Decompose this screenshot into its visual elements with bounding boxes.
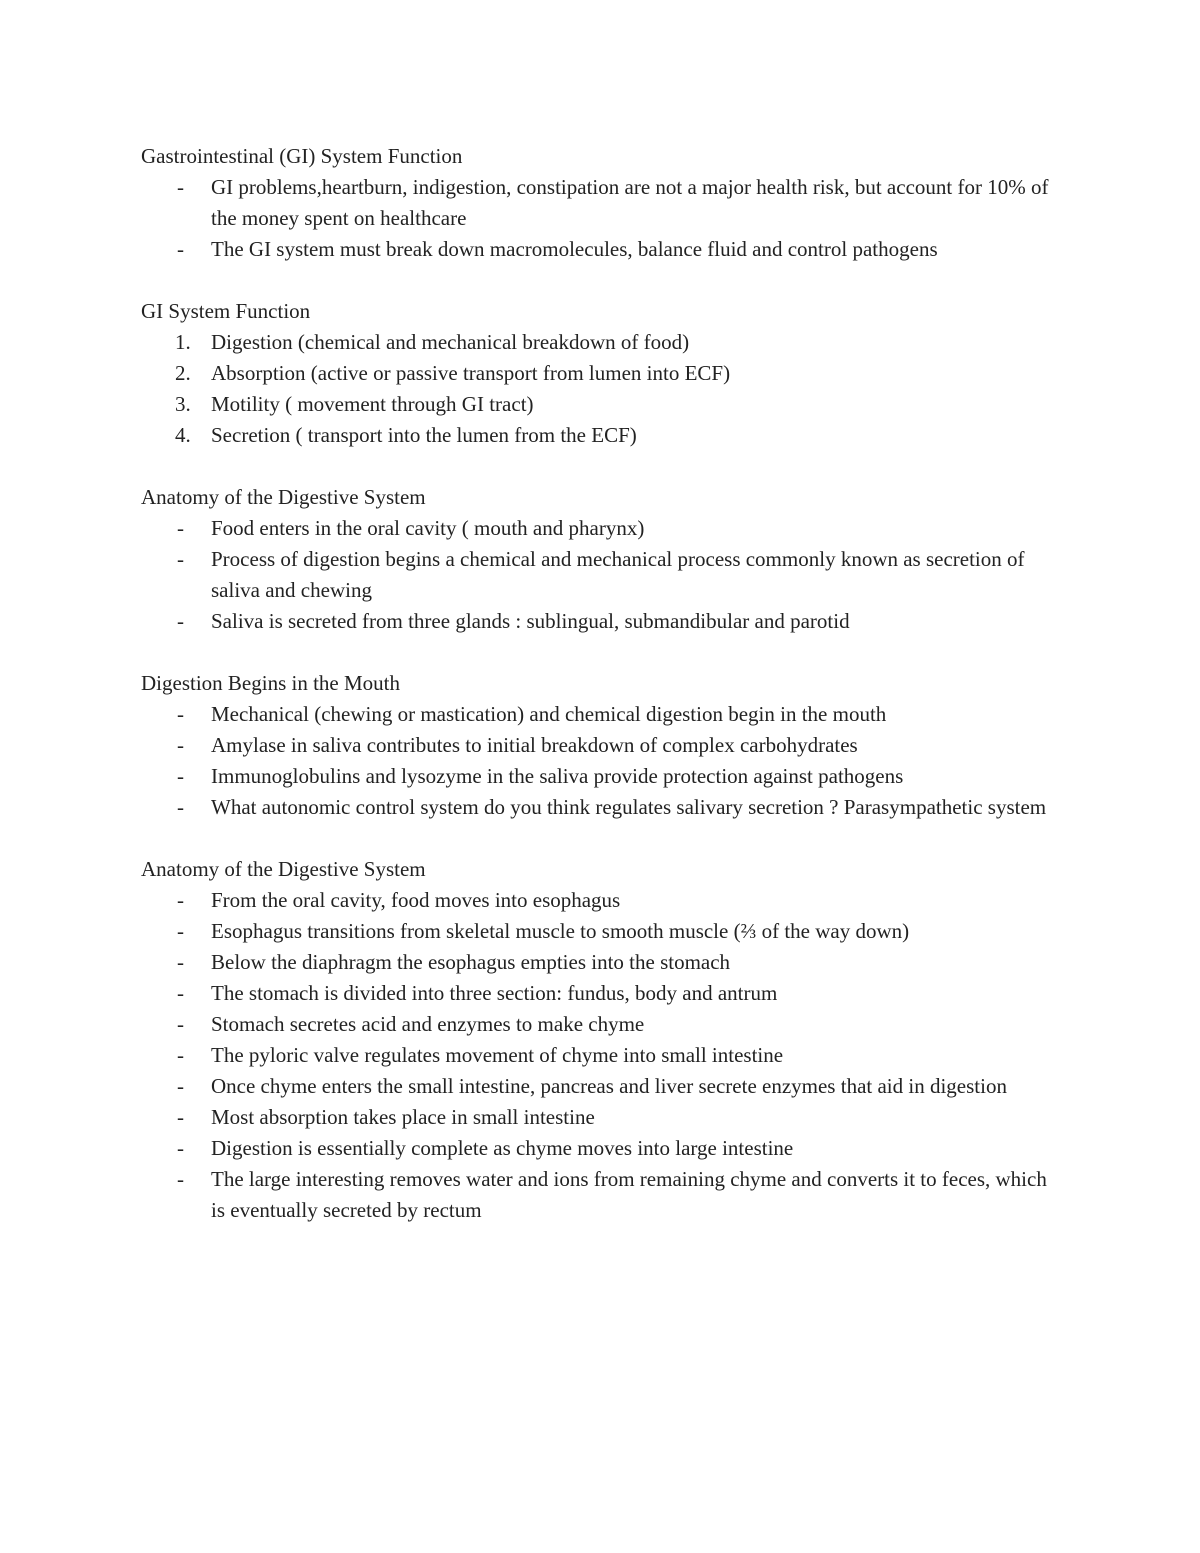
- list-item-text: The pyloric valve regulates movement of chyme into small intestine: [211, 1043, 784, 1067]
- dash-marker: -: [177, 733, 184, 757]
- list-item-text: Amylase in saliva contributes to initial breakdown of complex carbohydrates: [211, 733, 858, 757]
- numbered-list: [141, 327, 1061, 451]
- section-title: GI System Function: [141, 299, 311, 323]
- section-title: Anatomy of the Digestive System: [141, 857, 426, 881]
- dash-marker: -: [177, 888, 184, 912]
- list-item-text: Below the diaphragm the esophagus empties into the stomach: [211, 950, 731, 974]
- section-gi-system-function-intro: [141, 141, 1061, 265]
- list-item: [141, 978, 1061, 1009]
- dash-marker: -: [177, 1012, 184, 1036]
- list-item-text: Immunoglobulins and lysozyme in the saliva provide protection against pathogens: [211, 764, 904, 788]
- dash-marker: -: [177, 175, 184, 199]
- number-marker: 4.: [175, 423, 191, 447]
- list-item: [141, 172, 1061, 234]
- section-gi-system-function: [141, 296, 1061, 451]
- bullet-list: [141, 699, 1061, 823]
- list-item: [141, 1040, 1061, 1071]
- list-item: [141, 916, 1061, 947]
- number-marker: 1.: [175, 330, 191, 354]
- dash-marker: -: [177, 1043, 184, 1067]
- bullet-list: [141, 172, 1061, 265]
- number-marker: 2.: [175, 361, 191, 385]
- list-item-text: Saliva is secreted from three glands : sublingual, submandibular and parotid: [211, 609, 850, 633]
- list-item: [141, 1071, 1061, 1102]
- list-item-text: Absorption (active or passive transport from lumen into ECF): [211, 361, 731, 385]
- dash-marker: -: [177, 764, 184, 788]
- list-item: [141, 358, 1061, 389]
- list-item-text: What autonomic control system do you think regulates salivary secretion ? Parasympathetic system: [211, 795, 1047, 819]
- list-item-text: The large interesting removes water and ions from remaining chyme and converts it to feces, which is eventually secreted by rectum: [211, 1167, 1047, 1222]
- dash-marker: -: [177, 237, 184, 261]
- list-item-text: Stomach secretes acid and enzymes to make chyme: [211, 1012, 645, 1036]
- dash-marker: -: [177, 609, 184, 633]
- list-item: [141, 389, 1061, 420]
- document-content: [141, 141, 1061, 1257]
- dash-marker: -: [177, 702, 184, 726]
- list-item-text: Esophagus transitions from skeletal muscle to smooth muscle (⅔ of the way down): [211, 919, 910, 943]
- list-item: [141, 947, 1061, 978]
- list-item: [141, 1102, 1061, 1133]
- list-item-text: Most absorption takes place in small intestine: [211, 1105, 595, 1129]
- section-title: Anatomy of the Digestive System: [141, 485, 426, 509]
- list-item-text: Digestion is essentially complete as chyme moves into large intestine: [211, 1136, 794, 1160]
- section-title: Digestion Begins in the Mouth: [141, 671, 400, 695]
- dash-marker: -: [177, 795, 184, 819]
- section-digestion-begins-mouth: [141, 668, 1061, 823]
- list-item-text: Once chyme enters the small intestine, pancreas and liver secrete enzymes that aid in digestion: [211, 1074, 1007, 1098]
- list-item-text: Secretion ( transport into the lumen from the ECF): [211, 423, 637, 447]
- list-item: [141, 699, 1061, 730]
- list-item-text: GI problems,heartburn, indigestion, constipation are not a major health risk, but account for 10% of the money spent on healthcare: [211, 175, 1049, 230]
- list-item: [141, 792, 1061, 823]
- bullet-list: [141, 885, 1061, 1226]
- list-item-text: Process of digestion begins a chemical and mechanical process commonly known as secretion of saliva and chewing: [211, 547, 1025, 602]
- list-item: [141, 1164, 1061, 1226]
- list-item-text: The stomach is divided into three section: fundus, body and antrum: [211, 981, 778, 1005]
- list-item: [141, 761, 1061, 792]
- dash-marker: -: [177, 981, 184, 1005]
- list-item: [141, 606, 1061, 637]
- dash-marker: -: [177, 919, 184, 943]
- list-item-text: Digestion (chemical and mechanical breakdown of food): [211, 330, 690, 354]
- dash-marker: -: [177, 950, 184, 974]
- list-item: [141, 234, 1061, 265]
- section-title: Gastrointestinal (GI) System Function: [141, 144, 463, 168]
- section-anatomy-digestive-system-1: [141, 482, 1061, 637]
- number-marker: 3.: [175, 392, 191, 416]
- list-item-text: From the oral cavity, food moves into esophagus: [211, 888, 621, 912]
- list-item: [141, 1133, 1061, 1164]
- list-item: [141, 885, 1061, 916]
- list-item: [141, 730, 1061, 761]
- list-item: [141, 544, 1061, 606]
- dash-marker: -: [177, 1167, 184, 1191]
- bullet-list: [141, 513, 1061, 637]
- list-item: [141, 327, 1061, 358]
- dash-marker: -: [177, 1136, 184, 1160]
- list-item-text: Mechanical (chewing or mastication) and chemical digestion begin in the mouth: [211, 702, 887, 726]
- list-item: [141, 1009, 1061, 1040]
- dash-marker: -: [177, 516, 184, 540]
- section-anatomy-digestive-system-2: [141, 854, 1061, 1226]
- dash-marker: -: [177, 1105, 184, 1129]
- list-item-text: Food enters in the oral cavity ( mouth and pharynx): [211, 516, 645, 540]
- list-item-text: Motility ( movement through GI tract): [211, 392, 534, 416]
- list-item: [141, 420, 1061, 451]
- dash-marker: -: [177, 547, 184, 571]
- dash-marker: -: [177, 1074, 184, 1098]
- list-item-text: The GI system must break down macromolecules, balance fluid and control pathogens: [211, 237, 938, 261]
- list-item: [141, 513, 1061, 544]
